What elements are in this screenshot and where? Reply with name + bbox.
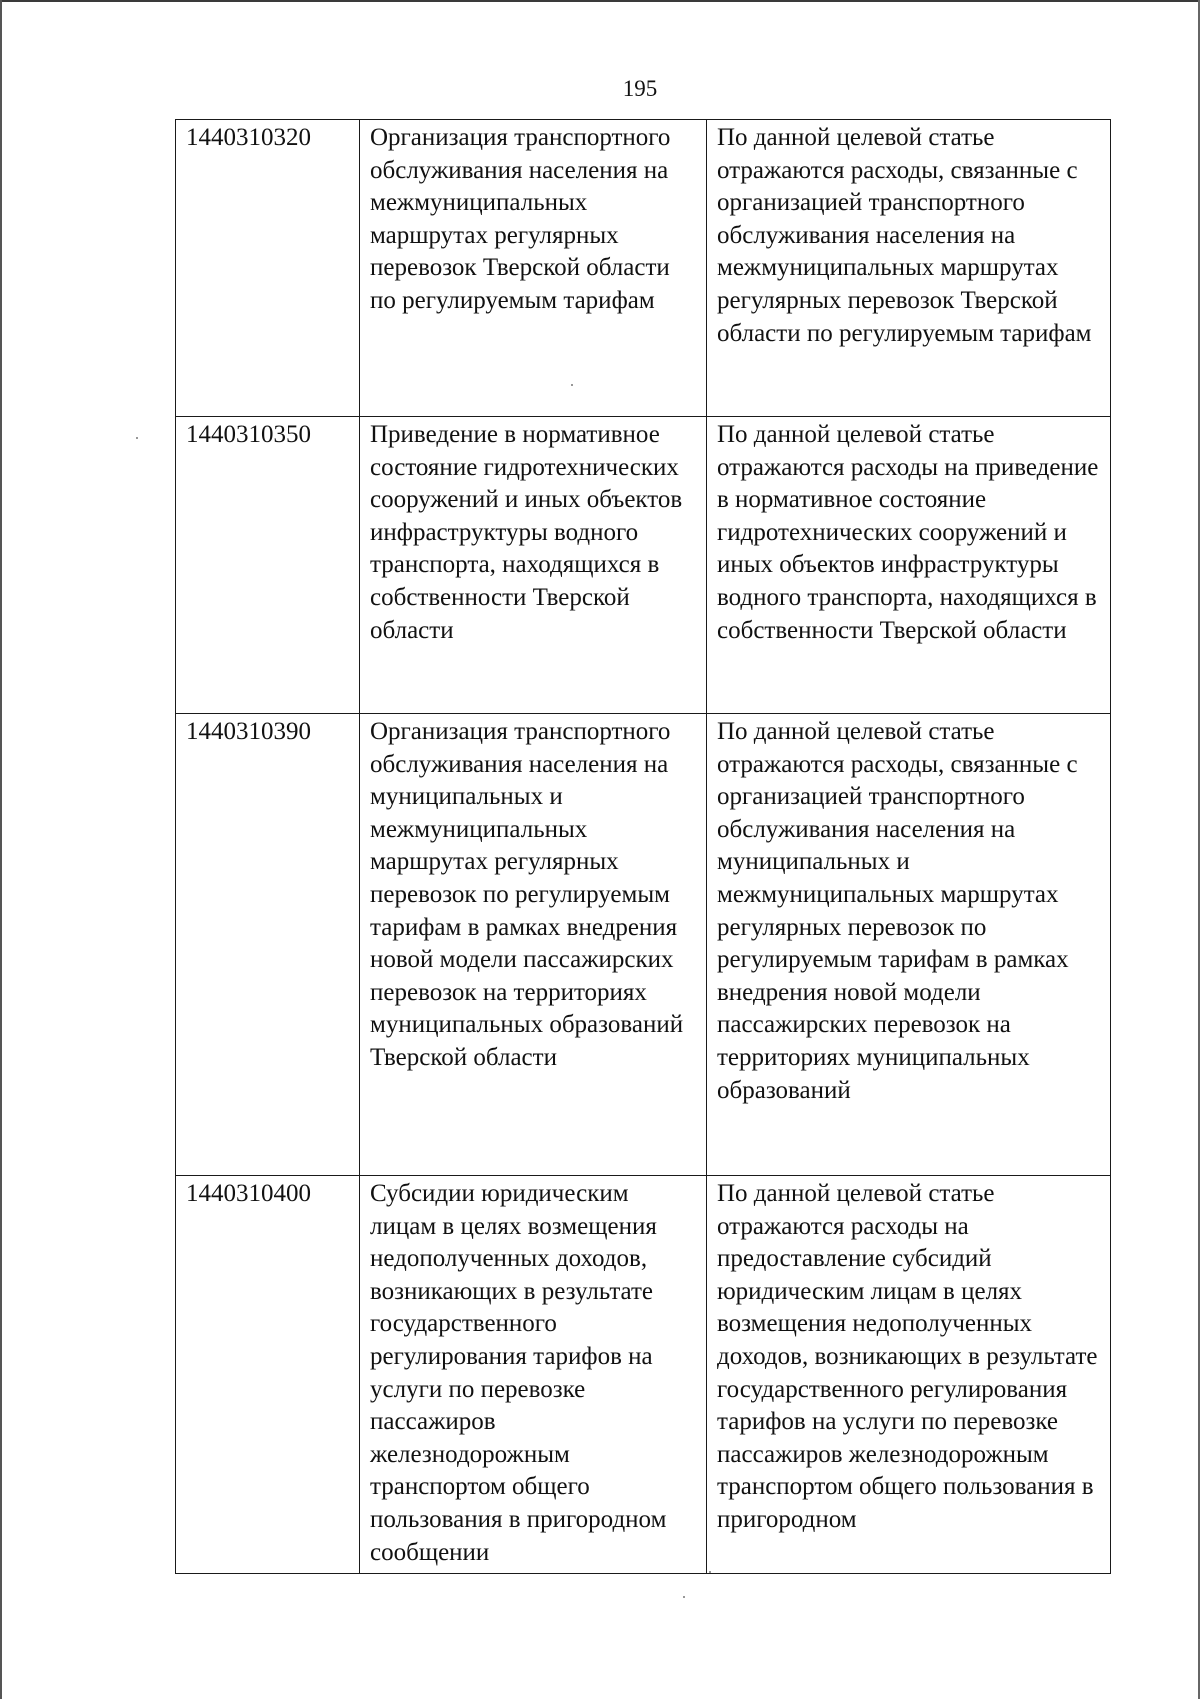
description-cell <box>707 1176 1111 1574</box>
page-number: 195 <box>622 76 658 101</box>
name-cell <box>360 417 707 714</box>
target-article-code: 1440310350 <box>186 421 311 448</box>
description-cell <box>707 417 1111 714</box>
target-article-code: 1440310320 <box>186 124 311 151</box>
code-cell <box>176 714 360 1176</box>
table-row <box>176 714 1111 1176</box>
target-article-description: По данной целевой статье отражаются расходы на предоставление субсидий юридическим лицам в целях возмещения недополученных доходов, возникающих в результате государственного регулирования тарифов на услуги по перевозке пассажиров железнодорожным транспортом общего пользования в пригородном <box>717 1180 1098 1533</box>
code-cell <box>176 417 360 714</box>
target-article-name: Организация транспортного обслуживания населения на межмуниципальных маршрутах регулярных перевозок Тверской области по регулируемым тарифам <box>370 124 671 314</box>
target-article-code: 1440310390 <box>186 718 311 745</box>
scan-speck <box>683 1596 685 1598</box>
scan-speck <box>709 1571 711 1573</box>
target-article-description: По данной целевой статье отражаются расходы на приведение в нормативное состояние гидротехнических сооружений и иных объектов инфраструктуры водного транспорта, находящихся в собственности Тверской области <box>717 421 1099 644</box>
target-article-name: Субсидии юридическим лицам в целях возмещения недополученных доходов, возникающих в результате государственного регулирования тарифов на услуги по перевозке пассажиров железнодорожным транспортом общего пользования в пригородном сообщении <box>370 1180 667 1566</box>
target-article-code: 1440310400 <box>186 1180 311 1207</box>
code-cell <box>176 1176 360 1574</box>
scan-edge-left <box>0 0 2 1699</box>
target-article-description: По данной целевой статье отражаются расходы, связанные с организацией транспортного обслуживания населения на муниципальных и межмуниципальных маршрутах регулярных перевозок по регулируемым тарифам в рамках внедрения новой модели пассажирских перевозок на территориях муниципальных образований <box>717 718 1078 1104</box>
scan-speck <box>136 437 138 439</box>
table-row <box>176 1176 1111 1574</box>
name-cell <box>360 120 707 417</box>
target-article-name: Приведение в нормативное состояние гидротехнических сооружений и иных объектов инфраструктуры водного транспорта, находящихся в собственности Тверской области <box>370 421 683 644</box>
name-cell <box>360 1176 707 1574</box>
target-article-name: Организация транспортного обслуживания населения на муниципальных и межмуниципальных маршрутах регулярных перевозок по регулируемым тарифам в рамках внедрения новой модели пассажирских перевозок на территориях муниципальных образований Тверской области <box>370 718 684 1071</box>
table-row <box>176 417 1111 714</box>
budget-classification-table <box>175 119 1111 1574</box>
code-cell <box>176 120 360 417</box>
description-cell <box>707 714 1111 1176</box>
table-row <box>176 120 1111 417</box>
name-cell <box>360 714 707 1176</box>
target-article-description: По данной целевой статье отражаются расходы, связанные с организацией транспортного обслуживания населения на межмуниципальных маршрутах регулярных перевозок Тверской области по регулируемым тарифам <box>717 124 1092 347</box>
scan-speck <box>571 384 573 386</box>
scan-edge-top <box>0 0 1200 2</box>
description-cell <box>707 120 1111 417</box>
